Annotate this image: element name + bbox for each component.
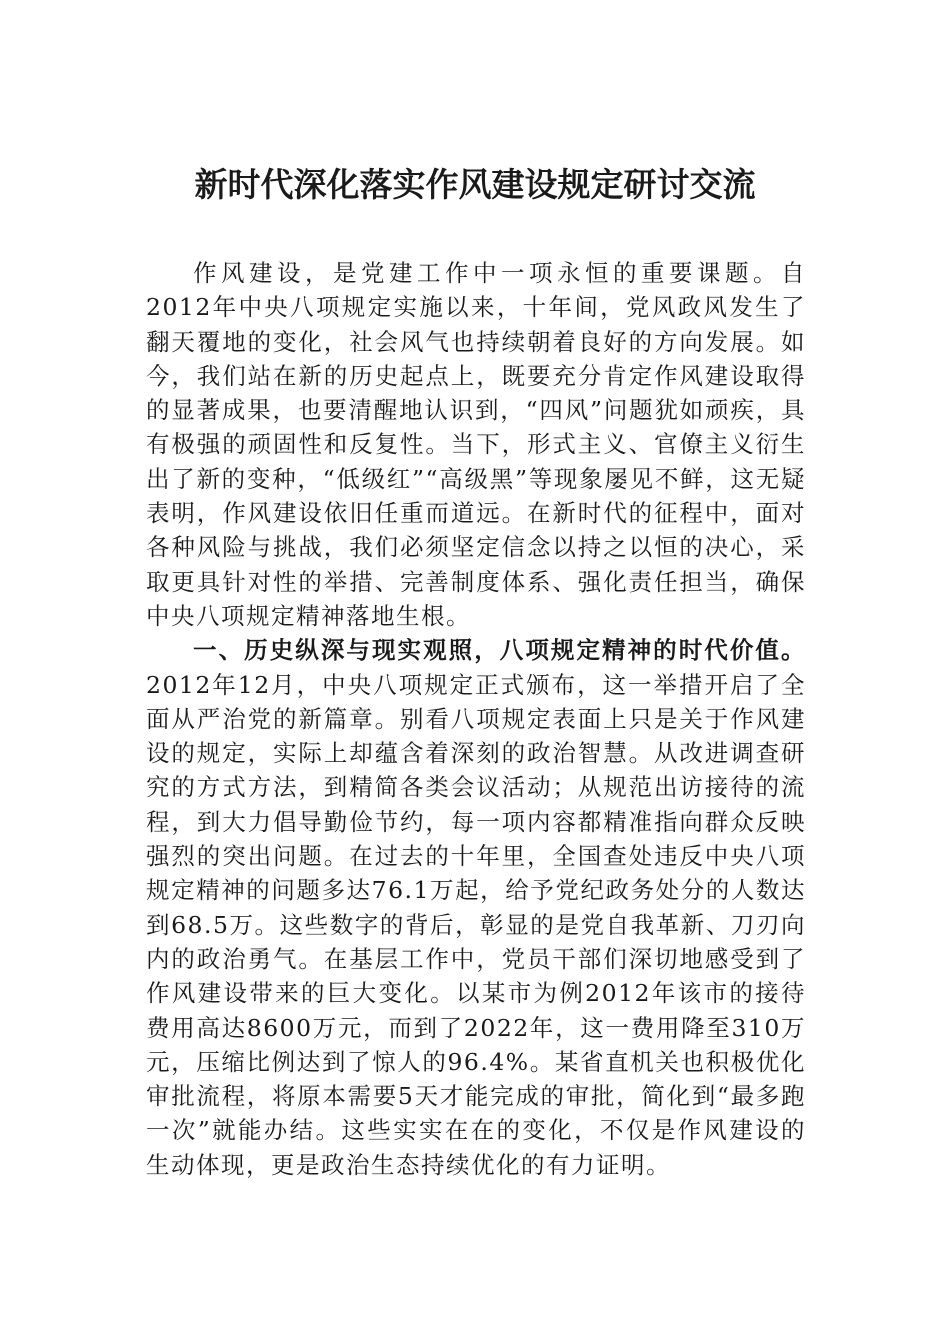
paragraph-section-one-text: 2012年12月，中央八项规定正式颁布，这一举措开启了全面从严治党的新篇章。别看八项规定表面上只是关于作风建设的规定，实际上却蕴含着深刻的政治智慧。从改进调查研究的方式方法，到精简各类会议活动；从规范出访接待的流程，到大力倡导勤俭节约，每一项内容都精准指向群众反映强烈的突出问题。在过去的十年里，全国查处违反中央八项规定精神的问题多达76.1万起，给予党纪政务处分的人数达到68.5万。这些数字的背后，彰显的是党自我革新、刀刃向内的政治勇气。在基层工作中，党员干部们深切地感受到了作风建设带来的巨大变化。以某市为例2012年该市的接待费用高达8600万元，而到了2022年，这一费用降至310万元，压缩比例达到了惊人的96.4%。某省直机关也积极优化审批流程，将原本需要5天才能完成的审批，简化到“最多跑一次”就能办结。这些实实在在的变化，不仅是作风建设的生动体现，更是政治生态持续优化的有力证明。 bbox=[146, 670, 806, 1179]
document-body bbox=[146, 256, 806, 1182]
paragraph-intro bbox=[146, 256, 806, 633]
section-heading: 一、历史纵深与现实观照，八项规定精神的时代价值。 bbox=[193, 636, 806, 665]
paragraph-section-one bbox=[146, 633, 806, 1182]
paragraph-intro-text: 作风建设，是党建工作中一项永恒的重要课题。自2012年中央八项规定实施以来，十年间，党风政风发生了翻天覆地的变化，社会风气也持续朝着良好的方向发展。如今，我们站在新的历史起点上，既要充分肯定作风建设取得的显著成果，也要清醒地认识到，“四风”问题犹如顽疾，具有极强的顽固性和反复性。当下，形式主义、官僚主义衍生出了新的变种，“低级红”“高级黑”等现象屡见不鲜，这无疑表明，作风建设依旧任重而道远。在新时代的征程中，面对各种风险与挑战，我们必须坚定信念以持之以恒的决心，采取更具针对性的举措、完善制度体系、强化责任担当，确保中央八项规定精神落地生根。 bbox=[146, 259, 806, 630]
document-title: 新时代深化落实作风建设规定研讨交流 bbox=[194, 165, 756, 204]
